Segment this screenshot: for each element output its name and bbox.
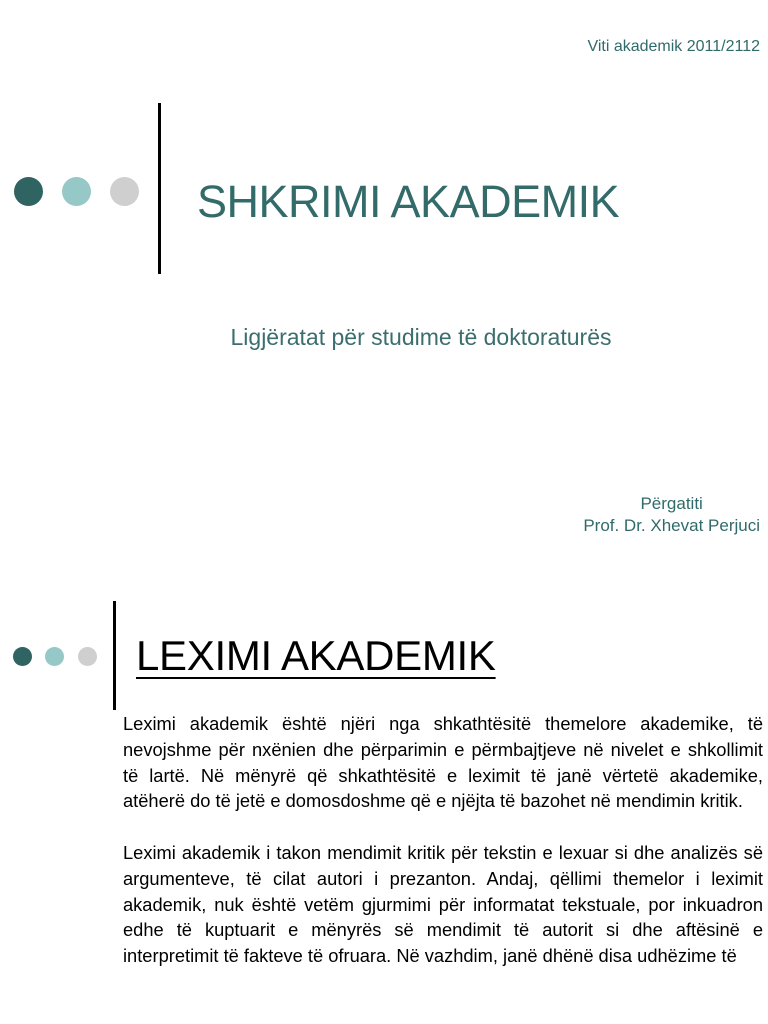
decor-dot-light — [78, 647, 97, 666]
paragraph: Leximi akademik është njëri nga shkathtësitë themelore akademike, të nevojshme për nxënien dhe përparimin e përmbajtjeve në nivelet e shkollimit të lartë. Në mënyrë që shkathtësitë e leximit të janë vërtetë akademike, atëherë do të jetë e domosdoshme që e njëjta të bazohet në mendimin kritik. — [123, 713, 763, 812]
decor-dot-mid — [45, 647, 64, 666]
decor-dot-light — [110, 177, 139, 206]
content-slide — [0, 575, 768, 1024]
decor-vertical-line — [113, 601, 116, 710]
prepared-label: Përgatiti — [640, 494, 703, 513]
academic-year: Viti akademik 2011/2112 — [587, 38, 760, 55]
subtitle: Ligjëratat për studime të doktoraturës — [230, 324, 612, 350]
paragraph: Leximi akademik i takon mendimit kritik për tekstin e lexuar si dhe analizës së argumenteve, të cilat autori i prezanton. Andaj, qëllimi themelor i leximit akademik, nuk është vetëm gjurmimi për informatat tekstuale, por inkuadron edhe të kuptuarit e mënyrës së mendimit të autorit si dhe aftësinë e interpretimit të fakteve të ofruara. Në vazhdim, janë dhënë disa udhëzime të — [123, 841, 763, 967]
prepared-by-block — [583, 493, 760, 537]
decor-vertical-line — [158, 103, 161, 274]
author-name: Prof. Dr. Xhevat Perjuci — [583, 516, 760, 535]
section-title: LEXIMI AKADEMIK — [136, 632, 496, 679]
decor-dot-dark — [13, 647, 32, 666]
page-title: SHKRIMI AKADEMIK — [197, 176, 620, 227]
decor-dot-mid — [62, 177, 91, 206]
body-text — [123, 711, 763, 995]
decor-dot-dark — [14, 177, 43, 206]
